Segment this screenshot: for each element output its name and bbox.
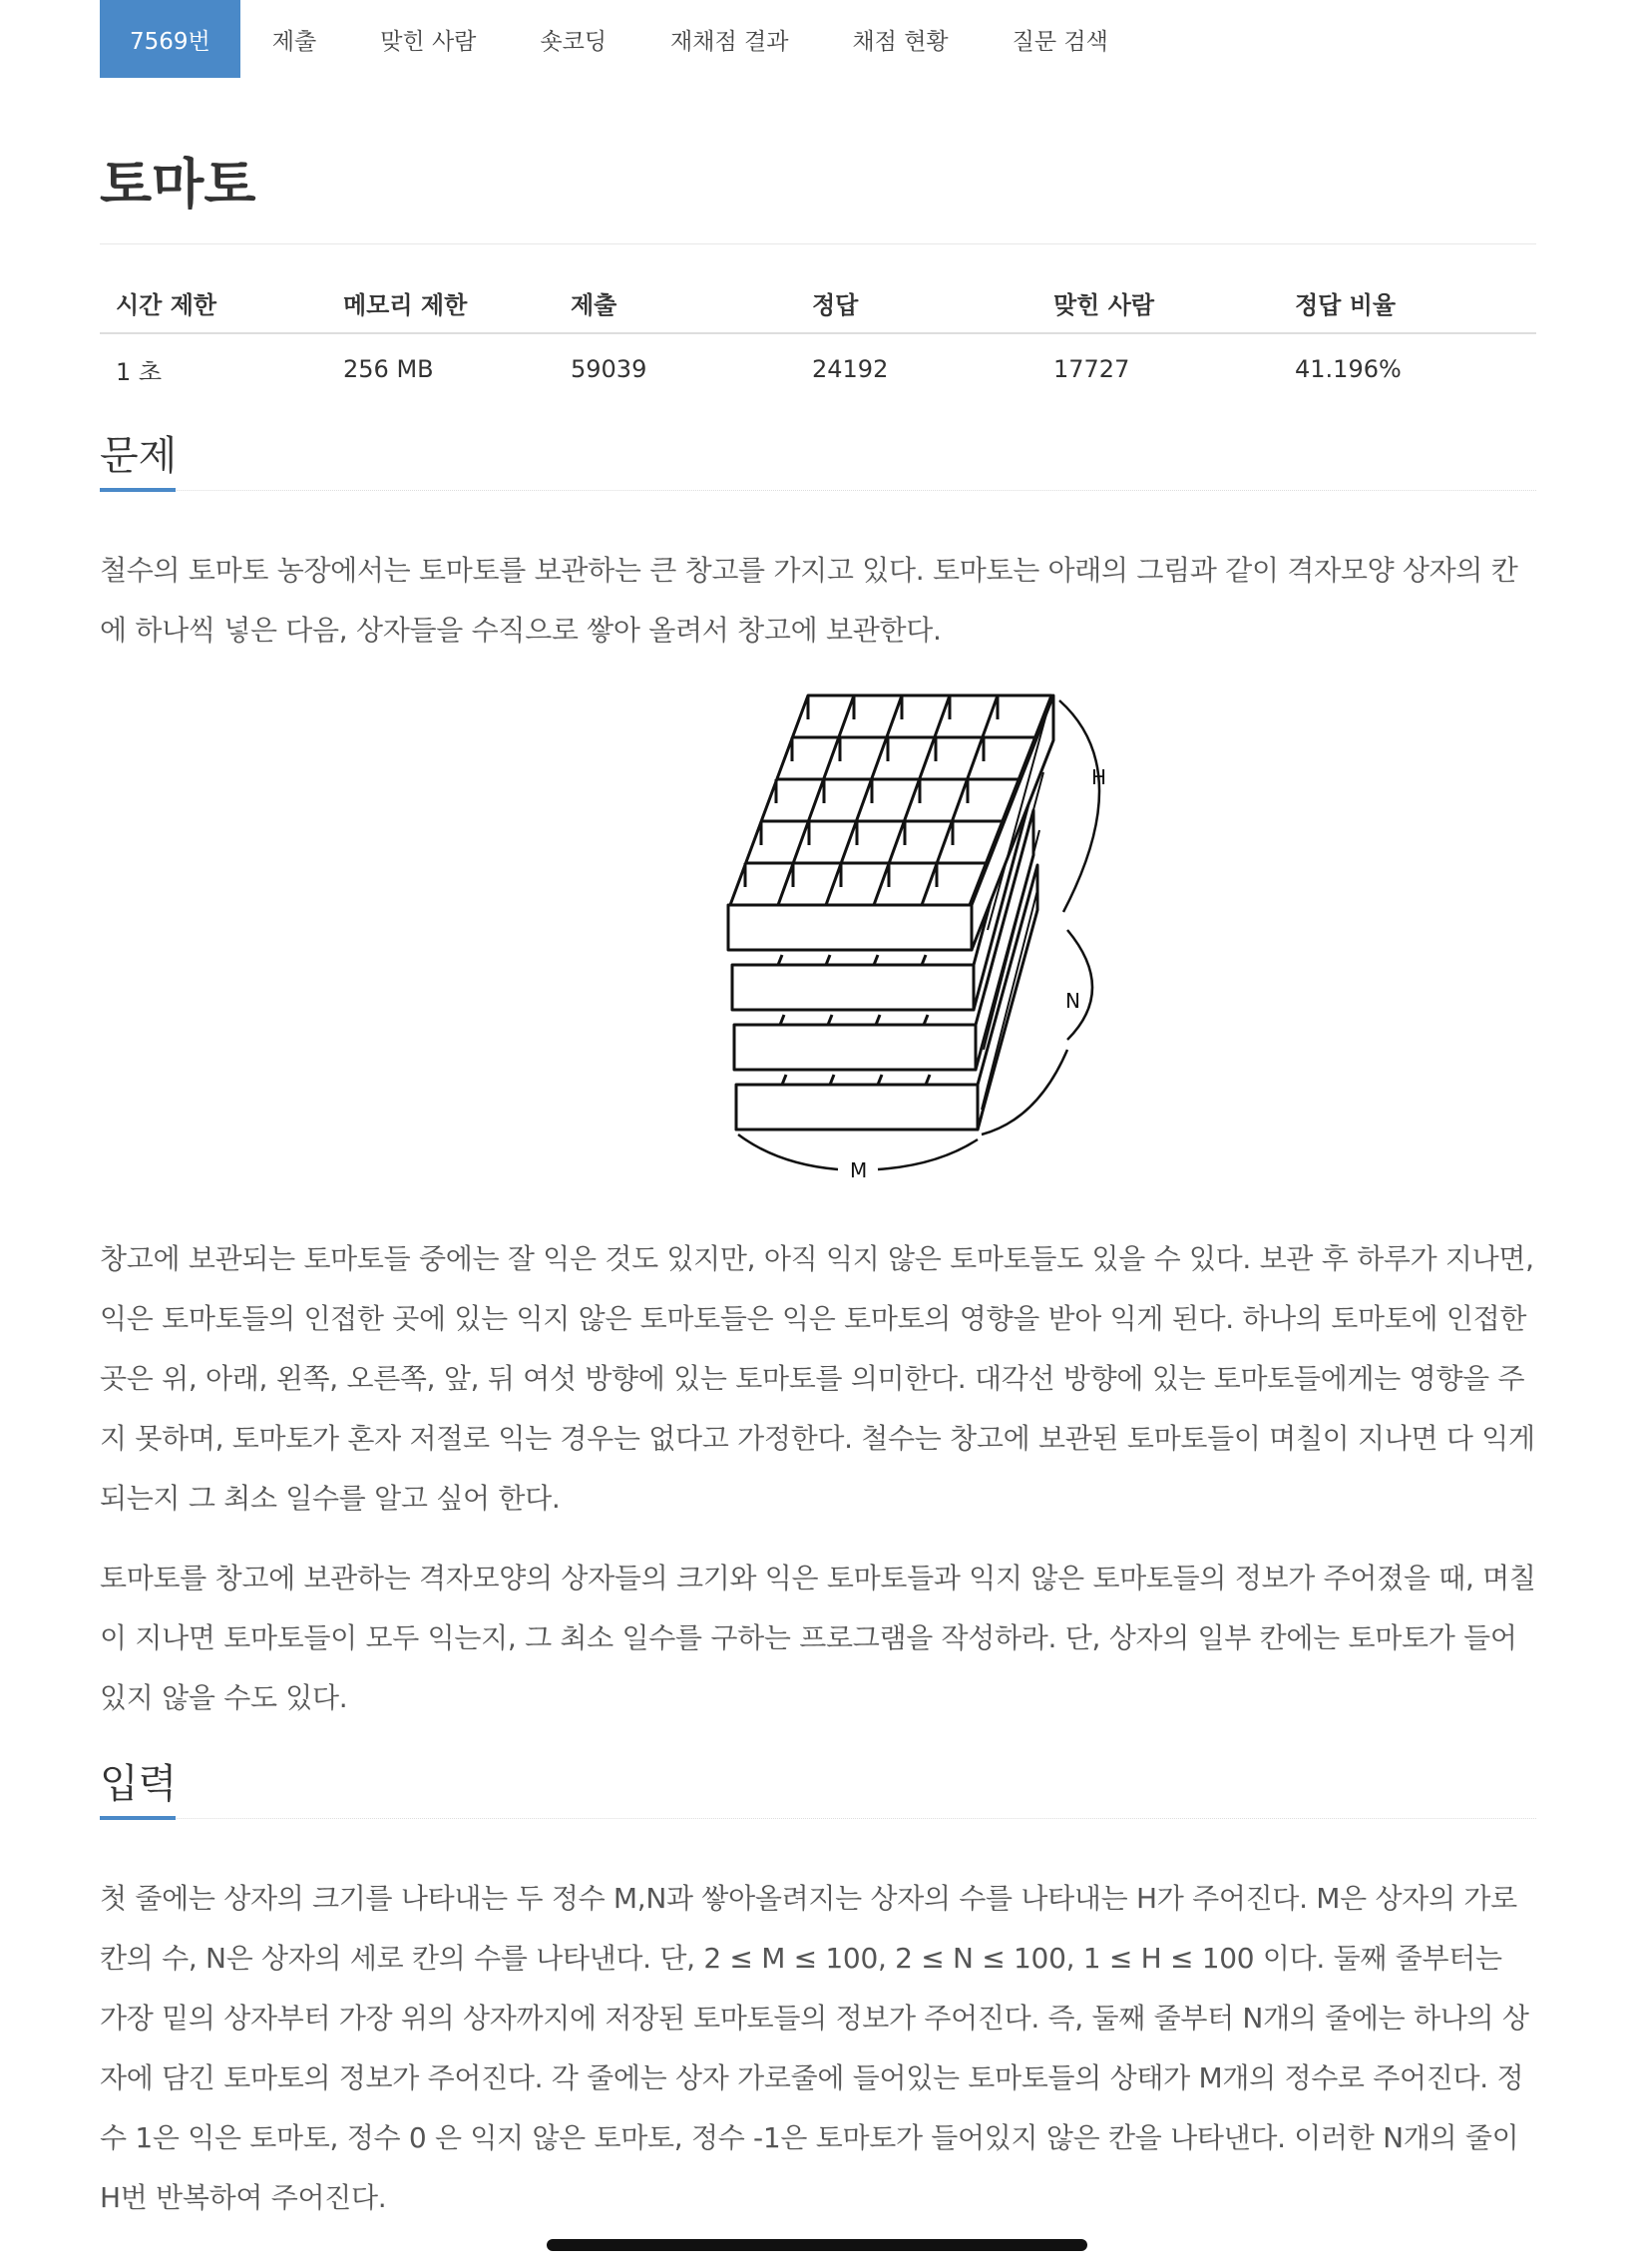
figure-label-h: H (1091, 765, 1107, 789)
problem-info-table (100, 272, 1536, 404)
page-title: 토마토 (100, 153, 256, 216)
tomato-box-figure (100, 690, 1536, 1229)
header-solved-users: 맞힌 사람 (1037, 272, 1279, 333)
solved-users-value: 17727 (1053, 355, 1130, 383)
header-time-limit: 시간 제한 (100, 272, 327, 333)
problem-paragraph: 토마토를 창고에 보관하는 격자모양의 상자들의 크기와 익은 토마토들과 익지 않은 토마토들의 정보가 주어졌을 때, 며칠이 지나면 토마토들이 모두 익는지, 그 최소 일수를 구하는 프로그램을 작성하라. 단, 상자의 일부 칸에는 토마토가 들어있지 않을 수도 있다. (100, 1562, 1536, 1714)
title-area (100, 153, 1536, 244)
scroll-indicator-bar[interactable] (547, 2239, 1087, 2251)
tab-submit[interactable]: 제출 (271, 28, 317, 55)
input-section-heading (100, 1754, 1536, 1819)
problem-paragraph: 철수의 토마토 농장에서는 토마토를 보관하는 큰 창고를 가지고 있다. 토마토는 아래의 그림과 같이 격자모양 상자의 칸에 하나씩 넣은 다음, 상자들을 수직으로 쌓아 올려서 창고에 보관한다. (100, 554, 1518, 647)
problem-paragraph: 창고에 보관되는 토마토들 중에는 잘 익은 것도 있지만, 아직 익지 않은 토마토들도 있을 수 있다. 보관 후 하루가 지나면, 익은 토마토들의 인접한 곳에 있는 익지 않은 토마토들은 익은 토마토의 영향을 받아 익게 된다. 하나의 토마토에 인접한 곳은 위, 아래, 왼쪽, 오른쪽, 앞, 뒤 여섯 방향에 있는 토마토를 의미한다. 대각선 방향에 있는 토마토들에게는 영향을 주지 못하며, 토마토가 혼자 저절로 익는 경우는 없다고 가정한다. 철수는 창고에 보관된 토마토들이 며칠이 지나면 다 익게 되는지 그 최소 일수를 알고 싶어 한다. (100, 1242, 1535, 1515)
submissions-value: 59039 (571, 355, 647, 383)
input-paragraph: 첫 줄에는 상자의 크기를 나타내는 두 정수 M,N과 쌓아올려지는 상자의 수를 나타내는 H가 주어진다. M은 상자의 가로 칸의 수, N은 상자의 세로 칸의 수를 나타낸다. 단, 2 ≤ M ≤ 100, 2 ≤ N ≤ 100, 1 ≤ H ≤ 100 이다. 둘째 줄부터는 가장 밑의 상자부터 가장 위의 상자까지에 저장된 토마토들의 정보가 주어진다. 즉, 둘째 줄부터 N개의 줄에는 하나의 상자에 담긴 토마토의 정보가 주어진다. 각 줄에는 상자 가로줄에 들어있는 토마토들의 상태가 M개의 정수로 주어진다. 정수 1은 익은 토마토, 정수 0 은 익지 않은 토마토, 정수 -1은 토마토가 들어있지 않은 칸을 나타낸다. 이러한 N개의 줄이 H번 반복하여 주어진다. (100, 1882, 1529, 2214)
problem-heading-label: 문제 (100, 433, 178, 479)
header-submissions: 제출 (555, 272, 796, 333)
heading-underline (100, 488, 176, 492)
header-accept-ratio: 정답 비율 (1279, 272, 1536, 333)
figure-label-n: N (1065, 989, 1080, 1013)
tab-rejudge-results[interactable]: 재채점 결과 (670, 28, 789, 55)
problem-tabs (100, 0, 1536, 78)
accept-ratio-value: 41.196% (1295, 355, 1402, 383)
input-heading-label: 입력 (100, 1761, 178, 1807)
tab-short-coding[interactable]: 숏코딩 (540, 28, 608, 55)
stacked-boxes-illustration (599, 690, 1137, 1209)
time-limit-value: 1 초 (116, 357, 163, 386)
tab-judge-status[interactable]: 채점 현황 (852, 28, 949, 55)
problem-section-heading (100, 426, 1536, 491)
figure-label-m: M (850, 1158, 868, 1182)
info-header-row (100, 272, 1536, 333)
info-value-row (100, 333, 1536, 404)
problem-page (100, 0, 1536, 2228)
tab-question-search[interactable]: 질문 검색 (1012, 28, 1108, 55)
heading-underline (100, 1816, 176, 1820)
header-accepted: 정답 (796, 272, 1037, 333)
memory-limit-value: 256 MB (343, 355, 434, 383)
tab-problem-number[interactable]: 7569번 (100, 0, 240, 78)
tab-solved-users[interactable]: 맞힌 사람 (380, 28, 477, 55)
accepted-value: 24192 (812, 355, 889, 383)
header-memory-limit: 메모리 제한 (327, 272, 555, 333)
